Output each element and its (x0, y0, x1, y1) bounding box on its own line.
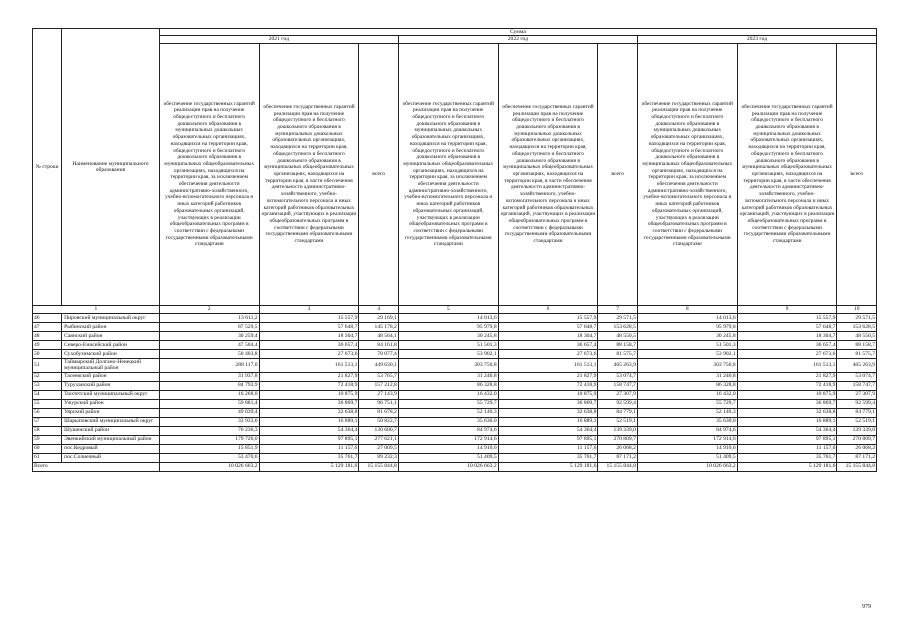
value-cell-col-2: 15 851,9 (159, 444, 259, 453)
value-cell-col-7: 84 779,1 (598, 408, 637, 417)
value-cell-col-4: 449 630,1 (359, 358, 398, 372)
value-cell-col-10: 81 575,7 (837, 349, 877, 358)
value-cell-col-7: 87 171,2 (598, 453, 637, 462)
row-number: 58 (33, 426, 62, 435)
municipality-name: Рыбинский район (62, 322, 160, 331)
table-row (33, 358, 877, 372)
value-cell-col-9: 161 513,1 (737, 358, 837, 372)
row-number: 60 (33, 444, 62, 453)
value-cell-col-8: 51 501,3 (637, 340, 737, 349)
value-cell-col-5: 51 409,5 (398, 453, 498, 462)
value-cell-col-3: 21 827,9 (259, 372, 359, 381)
column-number: 9 (737, 305, 837, 313)
value-cell-col-4: 89 232,3 (359, 453, 398, 462)
value-cell-col-7: 465 263,9 (598, 358, 637, 372)
value-cell-col-6: 161 513,1 (498, 358, 598, 372)
value-cell-col-9: 15 557,9 (737, 313, 837, 322)
value-cell-col-10: 139 339,0 (837, 426, 877, 435)
value-cell-col-5: 52 140,3 (398, 408, 498, 417)
header-col-7: всего (598, 43, 637, 305)
value-cell-col-4: 84 161,8 (359, 340, 398, 349)
value-cell-col-8: 31 246,8 (637, 372, 737, 381)
value-cell-col-5: 86 328,8 (398, 381, 498, 390)
municipality-name: Тюхтетский муниципальный округ (62, 390, 160, 399)
total-value-col-5: 10 026 663,2 (398, 462, 498, 471)
value-cell-col-8: 86 328,8 (637, 381, 737, 390)
value-cell-col-9: 72 418,9 (737, 381, 837, 390)
column-number: 2 (159, 305, 259, 313)
value-cell-col-4: 27 009,5 (359, 444, 398, 453)
value-cell-col-7: 158 747,7 (598, 381, 637, 390)
table-row (33, 390, 877, 399)
table-row (33, 444, 877, 453)
total-row (33, 462, 877, 471)
value-cell-col-9: 36 869,7 (737, 399, 837, 408)
row-number: 52 (33, 372, 62, 381)
value-cell-col-8: 16 432,0 (637, 390, 737, 399)
value-cell-col-8: 172 914,6 (637, 435, 737, 444)
value-cell-col-8: 35 630,0 (637, 417, 737, 426)
municipality-name: Эвенкийский муниципальный район (62, 435, 160, 444)
value-cell-col-10: 153 628,5 (837, 322, 877, 331)
value-cell-col-9: 97 895,1 (737, 435, 837, 444)
municipality-name: Северо-Енисейский район (62, 340, 160, 349)
value-cell-col-5: 31 246,8 (398, 372, 498, 381)
row-number: 55 (33, 399, 62, 408)
value-cell-col-7: 53 074,7 (598, 372, 637, 381)
row-number: 51 (33, 358, 62, 372)
value-cell-col-8: 55 729,7 (637, 399, 737, 408)
value-cell-col-10: 52 519,1 (837, 417, 877, 426)
table-row (33, 331, 877, 340)
total-value-col-9: 5 129 181,6 (737, 462, 837, 471)
value-cell-col-8: 95 979,8 (637, 322, 737, 331)
municipality-name: Туруханский район (62, 381, 160, 390)
value-cell-col-4: 78 077,4 (359, 349, 398, 358)
value-cell-col-9: 54 364,4 (737, 426, 837, 435)
value-cell-col-10: 465 263,9 (837, 358, 877, 372)
value-cell-col-10: 84 779,1 (837, 408, 877, 417)
column-number-row (33, 305, 877, 313)
value-cell-col-2: 87 529,5 (159, 322, 259, 331)
header-row-number: № строки (33, 29, 62, 306)
value-cell-col-9: 36 657,4 (737, 340, 837, 349)
budget-table (32, 28, 877, 472)
value-cell-col-6: 72 418,9 (498, 381, 598, 390)
row-number: 48 (33, 331, 62, 340)
value-cell-col-7: 153 628,5 (598, 322, 637, 331)
value-cell-col-4: 27 143,9 (359, 390, 398, 399)
total-value-col-10: 15 155 844,8 (837, 462, 877, 471)
value-cell-col-2: 179 726,0 (159, 435, 259, 444)
value-cell-col-4: 53 765,7 (359, 372, 398, 381)
value-cell-col-8: 52 140,3 (637, 408, 737, 417)
value-cell-col-9: 57 648,7 (737, 322, 837, 331)
header-col-6: обеспечение государственных гарантий реализации прав на получение общедоступного и бесплатного дошкольного образования в муниципальных дошкольных образовательных организациях, находящихся на территории края, общедоступного и бесплатного дошкольного образования в муниципальных общеобразовательных организациях, находящихся на территории края, в части обеспечения деятельности административно-хозяйственного, учебно-вспомогательного персонала и иных категорий работников образовательных организаций, участвующих в реализации общеобразовательных программ в соответствии с федеральными государственными образовательными стандартами (498, 43, 598, 305)
total-value-col-4: 15 155 844,8 (359, 462, 398, 471)
column-number: 10 (837, 305, 877, 313)
value-cell-col-2: 84 793,9 (159, 381, 259, 390)
value-cell-col-6: 27 673,6 (498, 349, 598, 358)
value-cell-col-2: 47 504,4 (159, 340, 259, 349)
header-col-5: обеспечение государственных гарантий реализации прав на получение общедоступного и бесплатного дошкольного образования в муниципальных дошкольных образовательных организациях, находящихся на территории края, общедоступного и бесплатного дошкольного образования в муниципальных общеобразовательных организациях, находящихся на территории края, за исключением обеспечения деятельности административно-хозяйственного, учебно-вспомогательного персонала и иных категорий работников образовательных организаций, участвующих в реализации общеобразовательных программ в соответствии с федеральными государственными образовательными стандартами (398, 43, 498, 305)
value-cell-col-5: 30 245,8 (398, 331, 498, 340)
value-cell-col-7: 139 339,0 (598, 426, 637, 435)
value-cell-col-3: 36 869,7 (259, 399, 359, 408)
row-number: 61 (33, 453, 62, 462)
value-cell-col-5: 35 630,0 (398, 417, 498, 426)
value-cell-col-2: 76 236,3 (159, 426, 259, 435)
value-cell-col-4: 130 600,7 (359, 426, 398, 435)
header-col-9: обеспечение государственных гарантий реализации прав на получение общедоступного и бесплатного дошкольного образования в муниципальных дошкольных образовательных организациях, находящихся на территории края, общедоступного и бесплатного дошкольного образования в муниципальных общеобразовательных организациях, находящихся на территории края, в части обеспечения деятельности административно-хозяйственного, учебно-вспомогательного персонала и иных категорий работников образовательных организаций, участвующих в реализации общеобразовательных программ в соответствии с федеральными государственными образовательными стандартами (737, 43, 837, 305)
municipality-name: Сухобузимский район (62, 349, 160, 358)
value-cell-col-9: 21 827,9 (737, 372, 837, 381)
value-cell-col-9: 27 673,6 (737, 349, 837, 358)
value-cell-col-4: 277 621,1 (359, 435, 398, 444)
header-year-2022: 2022 год (398, 36, 637, 43)
value-cell-col-5: 14 013,6 (398, 313, 498, 322)
value-cell-col-7: 88 158,7 (598, 340, 637, 349)
value-cell-col-4: 29 169,1 (359, 313, 398, 322)
value-cell-col-6: 35 761,7 (498, 453, 598, 462)
value-cell-col-8: 14 013,6 (637, 313, 737, 322)
column-number: 8 (637, 305, 737, 313)
value-cell-col-5: 55 729,7 (398, 399, 498, 408)
value-cell-col-3: 36 657,4 (259, 340, 359, 349)
value-cell-col-4: 96 751,1 (359, 399, 398, 408)
value-cell-col-2: 33 933,6 (159, 417, 259, 426)
value-cell-col-10: 53 074,7 (837, 372, 877, 381)
row-number: 59 (33, 435, 62, 444)
municipality-name: Уярский район (62, 408, 160, 417)
municipality-name: Ужурский район (62, 399, 160, 408)
value-cell-col-9: 32 638,8 (737, 408, 837, 417)
value-cell-col-10: 29 571,5 (837, 313, 877, 322)
value-cell-col-2: 288 117,0 (159, 358, 259, 372)
value-cell-col-8: 53 902,1 (637, 349, 737, 358)
value-cell-col-6: 18 304,7 (498, 331, 598, 340)
value-cell-col-4: 48 564,1 (359, 331, 398, 340)
value-cell-col-3: 11 157,6 (259, 444, 359, 453)
value-cell-col-7: 92 599,4 (598, 399, 637, 408)
value-cell-col-3: 16 889,1 (259, 417, 359, 426)
value-cell-col-5: 84 974,6 (398, 426, 498, 435)
value-cell-col-8: 14 910,6 (637, 444, 737, 453)
value-cell-col-8: 84 974,6 (637, 426, 737, 435)
column-number: 6 (498, 305, 598, 313)
column-number: 3 (259, 305, 359, 313)
value-cell-col-6: 16 889,1 (498, 417, 598, 426)
value-cell-col-5: 303 750,8 (398, 358, 498, 372)
header-col-8: обеспечение государственных гарантий реализации прав на получение общедоступного и бесплатного дошкольного образования в муниципальных дошкольных образовательных организациях, находящихся на территории края, общедоступного и бесплатного дошкольного образования в муниципальных общеобразовательных организациях, находящихся на территории края, за исключением обеспечения деятельности административно-хозяйственного, учебно-вспомогательного персонала и иных категорий работников образовательных организаций, участвующих в реализации общеобразовательных программ в соответствии с федеральными государственными образовательными стандартами (637, 43, 737, 305)
table-row (33, 417, 877, 426)
header-municipality: Наименование муниципального образования (62, 29, 160, 306)
header-col-10: всего (837, 43, 877, 305)
value-cell-col-10: 92 599,4 (837, 399, 877, 408)
value-cell-col-9: 11 157,6 (737, 444, 837, 453)
value-cell-col-5: 53 902,1 (398, 349, 498, 358)
value-cell-col-5: 16 432,0 (398, 390, 498, 399)
value-cell-col-6: 21 827,9 (498, 372, 598, 381)
value-cell-col-7: 27 307,9 (598, 390, 637, 399)
table-row (33, 408, 877, 417)
table-row (33, 349, 877, 358)
total-value-col-2: 10 026 663,2 (159, 462, 259, 471)
value-cell-col-2: 50 403,8 (159, 349, 259, 358)
value-cell-col-5: 172 914,6 (398, 435, 498, 444)
value-cell-col-10: 87 171,2 (837, 453, 877, 462)
value-cell-col-3: 161 513,1 (259, 358, 359, 372)
value-cell-col-10: 88 158,7 (837, 340, 877, 349)
column-number: 7 (598, 305, 637, 313)
value-cell-col-5: 14 910,6 (398, 444, 498, 453)
municipality-name: Саянский район (62, 331, 160, 340)
value-cell-col-7: 48 550,5 (598, 331, 637, 340)
value-cell-col-10: 48 550,5 (837, 331, 877, 340)
table-row (33, 340, 877, 349)
row-number: 54 (33, 390, 62, 399)
value-cell-col-2: 31 937,8 (159, 372, 259, 381)
value-cell-col-4: 50 822,7 (359, 417, 398, 426)
municipality-name: Шарыповский муниципальный округ (62, 417, 160, 426)
value-cell-col-3: 27 673,6 (259, 349, 359, 358)
value-cell-col-3: 97 895,1 (259, 435, 359, 444)
value-cell-col-6: 11 157,6 (498, 444, 598, 453)
value-cell-col-6: 36 869,7 (498, 399, 598, 408)
total-value-col-8: 10 026 663,2 (637, 462, 737, 471)
municipality-name: Пировский муниципальный округ (62, 313, 160, 322)
value-cell-col-3: 57 648,7 (259, 322, 359, 331)
table-row (33, 435, 877, 444)
value-cell-col-10: 270 809,7 (837, 435, 877, 444)
value-cell-col-5: 95 979,8 (398, 322, 498, 331)
column-number: 4 (359, 305, 398, 313)
value-cell-col-6: 32 638,8 (498, 408, 598, 417)
row-number: 53 (33, 381, 62, 390)
value-cell-col-3: 54 364,4 (259, 426, 359, 435)
value-cell-col-2: 13 611,2 (159, 313, 259, 322)
total-value-col-6: 5 129 181,6 (498, 462, 598, 471)
municipality-name: пос.Кедровый (62, 444, 160, 453)
column-number: 5 (398, 305, 498, 313)
value-cell-col-10: 26 068,2 (837, 444, 877, 453)
value-cell-col-3: 35 761,7 (259, 453, 359, 462)
table-row (33, 322, 877, 331)
value-cell-col-3: 72 418,9 (259, 381, 359, 390)
value-cell-col-10: 27 307,9 (837, 390, 877, 399)
row-number: 56 (33, 408, 62, 417)
value-cell-col-6: 10 875,9 (498, 390, 598, 399)
value-cell-col-7: 29 571,5 (598, 313, 637, 322)
value-cell-col-9: 10 875,9 (737, 390, 837, 399)
value-cell-col-7: 81 575,7 (598, 349, 637, 358)
value-cell-col-8: 30 245,8 (637, 331, 737, 340)
table-row (33, 372, 877, 381)
value-cell-col-7: 270 809,7 (598, 435, 637, 444)
table-row (33, 399, 877, 408)
header-sum: Сумма (159, 29, 876, 36)
value-cell-col-4: 145 178,2 (359, 322, 398, 331)
value-cell-col-8: 303 750,8 (637, 358, 737, 372)
value-cell-col-6: 54 364,4 (498, 426, 598, 435)
value-cell-col-9: 35 761,7 (737, 453, 837, 462)
row-number: 50 (33, 349, 62, 358)
municipality-name: Шушенский район (62, 426, 160, 435)
value-cell-col-4: 81 678,2 (359, 408, 398, 417)
total-value-col-7: 15 155 844,8 (598, 462, 637, 471)
value-cell-col-6: 15 557,9 (498, 313, 598, 322)
value-cell-col-9: 16 889,1 (737, 417, 837, 426)
table-row (33, 426, 877, 435)
header-year-2023: 2023 год (637, 36, 876, 43)
value-cell-col-2: 53 470,6 (159, 453, 259, 462)
page-number: 979 (862, 604, 871, 610)
row-number: 46 (33, 313, 62, 322)
total-value-col-3: 5 129 181,6 (259, 462, 359, 471)
municipality-name: Таймырский Долгано-Ненецкий муниципальный район (62, 358, 160, 372)
value-cell-col-4: 157 212,8 (359, 381, 398, 390)
row-number: 47 (33, 322, 62, 331)
total-label: Всего (33, 462, 160, 471)
value-cell-col-2: 16 268,0 (159, 390, 259, 399)
table-row (33, 453, 877, 462)
value-cell-col-6: 97 895,1 (498, 435, 598, 444)
value-cell-col-7: 26 068,2 (598, 444, 637, 453)
header-col-3: обеспечение государственных гарантий реализации прав на получение общедоступного и бесплатного дошкольного образования в муниципальных дошкольных образовательных организациях, находящихся на территории края, общедоступного и бесплатного дошкольного образования в муниципальных общеобразовательных организациях, находящихся на территории края, в части обеспечения деятельности административно-хозяйственного, учебно-вспомогательного персонала и иных категорий работников образовательных организаций, участвующих в реализации общеобразовательных программ в соответствии с федеральными государственными образовательными стандартами (259, 43, 359, 305)
header-year-2021: 2021 год (159, 36, 398, 43)
value-cell-col-9: 18 304,7 (737, 331, 837, 340)
value-cell-col-2: 49 039,4 (159, 408, 259, 417)
value-cell-col-6: 57 648,7 (498, 322, 598, 331)
row-number: 49 (33, 340, 62, 349)
value-cell-col-2: 59 881,4 (159, 399, 259, 408)
header-col-2: обеспечение государственных гарантий реализации прав на получение общедоступного и бесплатного дошкольного образования в муниципальных дошкольных образовательных организациях, находящихся на территории края, общедоступного и бесплатного дошкольного образования в муниципальных общеобразовательных организациях, находящихся на территории края, за исключением обеспечения деятельности административно-хозяйственного, учебно-вспомогательного персонала и иных категорий работников образовательных организаций, участвующих в реализации общеобразовательных программ в соответствии с федеральными государственными образовательными стандартами (159, 43, 259, 305)
row-number: 57 (33, 417, 62, 426)
value-cell-col-7: 52 519,1 (598, 417, 637, 426)
municipality-name: пос.Солнечный (62, 453, 160, 462)
value-cell-col-3: 32 638,8 (259, 408, 359, 417)
table-row (33, 313, 877, 322)
value-cell-col-10: 158 747,7 (837, 381, 877, 390)
value-cell-col-3: 15 557,9 (259, 313, 359, 322)
value-cell-col-6: 36 657,4 (498, 340, 598, 349)
value-cell-col-2: 30 259,4 (159, 331, 259, 340)
column-number: 1 (33, 305, 160, 313)
value-cell-col-5: 51 501,3 (398, 340, 498, 349)
header-col-4: всего (359, 43, 398, 305)
value-cell-col-3: 18 304,7 (259, 331, 359, 340)
value-cell-col-8: 51 409,5 (637, 453, 737, 462)
table-row (33, 381, 877, 390)
value-cell-col-3: 10 875,9 (259, 390, 359, 399)
municipality-name: Тасеевский район (62, 372, 160, 381)
